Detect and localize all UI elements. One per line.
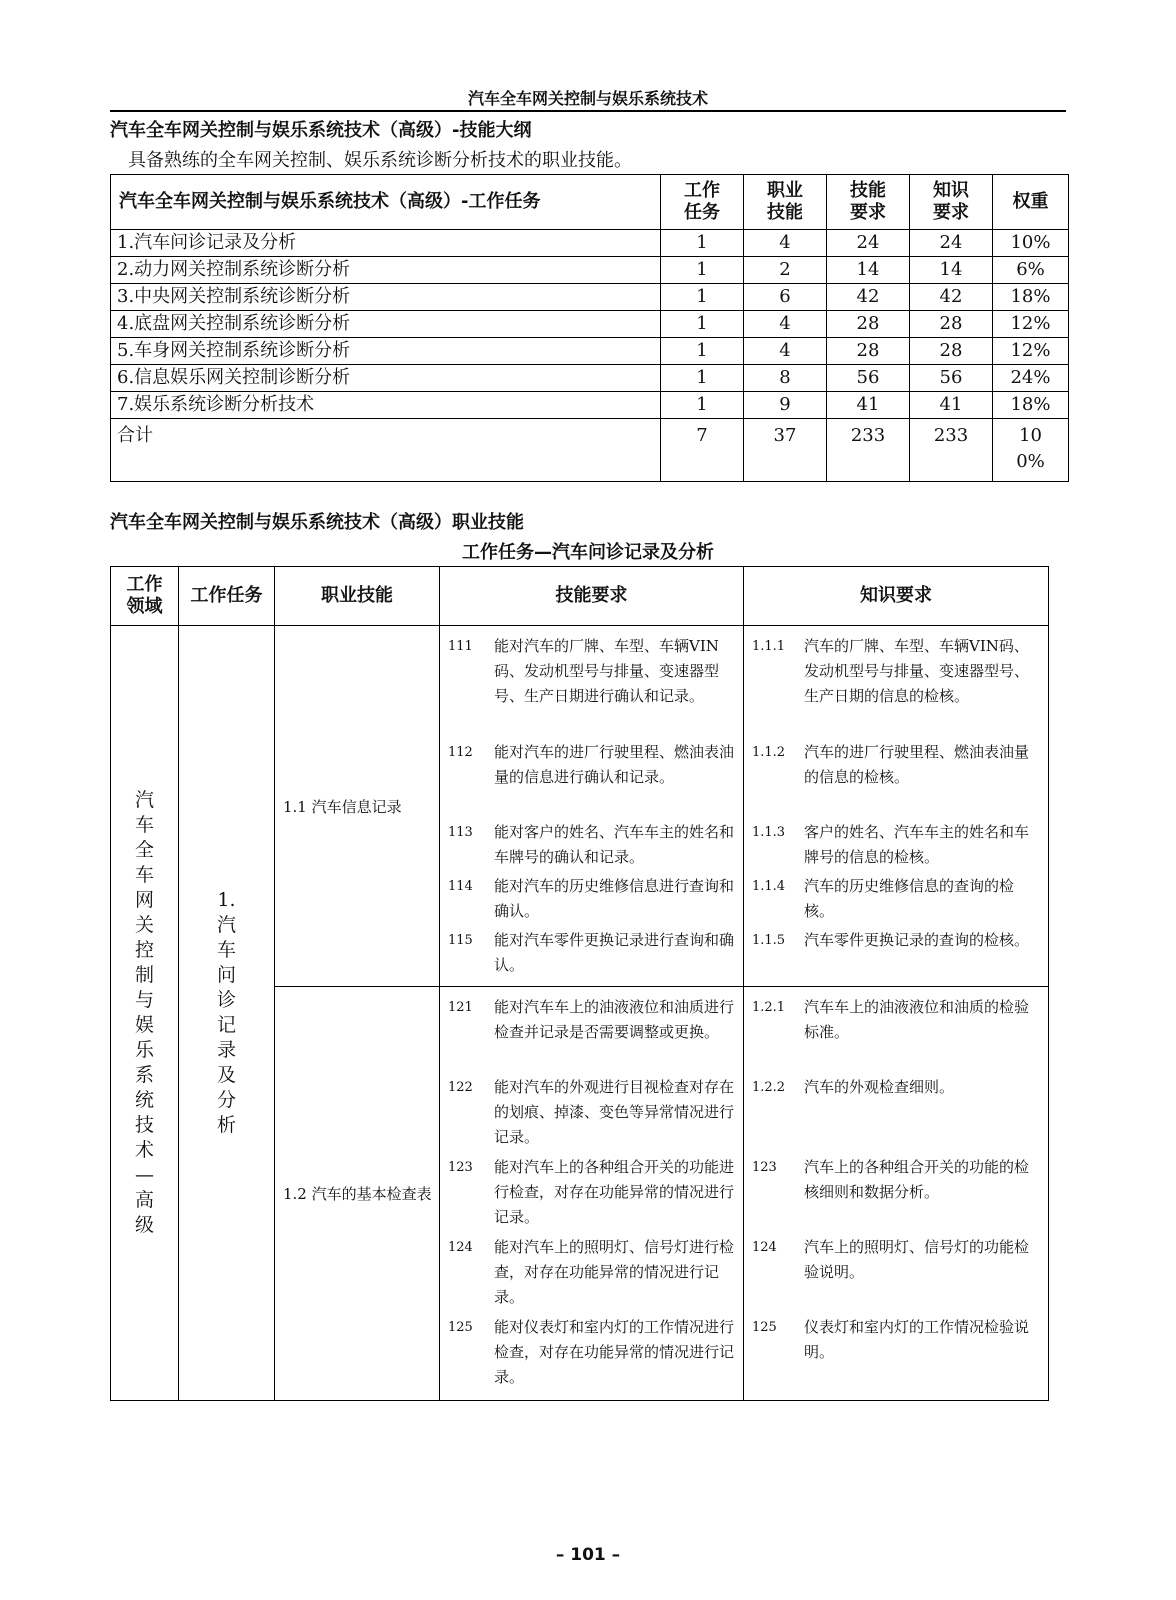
summary-header-row bbox=[111, 175, 1069, 230]
knowledge-req-cell: 28 bbox=[910, 338, 993, 365]
job-skill-cell: 8 bbox=[744, 365, 827, 392]
list-item bbox=[448, 634, 737, 738]
work-task-cell: 1 bbox=[661, 338, 744, 365]
item-number: 123 bbox=[448, 1160, 473, 1175]
item-number: 113 bbox=[448, 825, 473, 840]
skill-requirements-cell bbox=[440, 987, 744, 1401]
task-cell: 1.汽车问诊记录及分析 bbox=[111, 230, 661, 257]
list-item bbox=[752, 1235, 1042, 1313]
item-number: 1.2.1 bbox=[752, 1000, 786, 1015]
list-item bbox=[752, 1075, 1042, 1153]
list-item bbox=[752, 820, 1042, 872]
item-text: 汽车零件更换记录的查询的检核。 bbox=[804, 931, 1030, 949]
item-text: 汽车的历史维修信息的查询的检核。 bbox=[804, 877, 1015, 920]
item-text: 汽车上的照明灯、信号灯的功能检验说明。 bbox=[804, 1238, 1030, 1281]
skill-req-cell: 24 bbox=[827, 230, 910, 257]
summary-table bbox=[110, 174, 1069, 482]
list-item bbox=[448, 1155, 737, 1233]
job-skill-cell: 4 bbox=[744, 311, 827, 338]
table-row bbox=[111, 230, 1069, 257]
item-number: 111 bbox=[448, 639, 473, 654]
list-item bbox=[752, 1315, 1042, 1393]
list-item bbox=[752, 995, 1042, 1073]
section-title: 汽车全车网关控制与娱乐系统技术（高级）-技能大纲 bbox=[110, 120, 532, 141]
item-text: 客户的姓名、汽车车主的姓名和车牌号的信息的检核。 bbox=[804, 823, 1030, 866]
header-knowledge-req: 知识要求 bbox=[744, 567, 1049, 626]
item-number: 125 bbox=[752, 1320, 777, 1335]
knowledge-req-cell: 41 bbox=[910, 392, 993, 419]
item-number: 112 bbox=[448, 745, 473, 760]
task-cell: 7.娱乐系统诊断分析技术 bbox=[111, 392, 661, 419]
weight-cell: 6% bbox=[993, 257, 1069, 284]
task-cell: 5.车身网关控制系统诊断分析 bbox=[111, 338, 661, 365]
item-text: 能对客户的姓名、汽车车主的姓名和车牌号的确认和记录。 bbox=[494, 823, 735, 866]
knowledge-req-cell: 24 bbox=[910, 230, 993, 257]
intro-text: 具备熟练的全车网关控制、娱乐系统诊断分析技术的职业技能。 bbox=[128, 150, 632, 171]
table-row bbox=[111, 311, 1069, 338]
weight-cell: 18% bbox=[993, 392, 1069, 419]
list-item bbox=[448, 740, 737, 818]
weight-cell: 12% bbox=[993, 311, 1069, 338]
list-item bbox=[752, 634, 1042, 738]
domain-cell: 汽车全车网关控制与娱乐系统技术—高级 bbox=[111, 626, 179, 1401]
job-skill-cell: 4 bbox=[744, 338, 827, 365]
skill-req-cell: 14 bbox=[827, 257, 910, 284]
work-task-cell: 1 bbox=[661, 284, 744, 311]
weight-cell: 24% bbox=[993, 365, 1069, 392]
item-number: 1.1.1 bbox=[752, 639, 786, 654]
item-text: 能对汽车车上的油液液位和油质进行检查并记录是否需要调整或更换。 bbox=[494, 998, 735, 1041]
header-domain: 工作领域 bbox=[111, 567, 179, 626]
job-skill-cell: 9 bbox=[744, 392, 827, 419]
work-task-cell: 1.汽车问诊记录及分析 bbox=[179, 626, 275, 1401]
table-row bbox=[111, 392, 1069, 419]
item-number: 1.1.5 bbox=[752, 933, 786, 948]
item-number: 114 bbox=[448, 879, 473, 894]
skills-title: 汽车全车网关控制与娱乐系统技术（高级）职业技能 bbox=[110, 512, 524, 533]
list-item bbox=[448, 995, 737, 1073]
item-number: 123 bbox=[752, 1160, 777, 1175]
list-item bbox=[448, 874, 737, 926]
item-text: 能对汽车的外观进行目视检查对存在的划痕、掉漆、变色等异常情况进行记录。 bbox=[494, 1078, 735, 1146]
total-weight: 100% bbox=[993, 419, 1069, 482]
total-skill-req: 233 bbox=[827, 419, 910, 482]
total-label: 合计 bbox=[111, 419, 661, 482]
item-number: 1.2.2 bbox=[752, 1080, 786, 1095]
list-item bbox=[448, 1315, 737, 1393]
knowledge-req-cell: 28 bbox=[910, 311, 993, 338]
detail-table bbox=[110, 566, 1049, 1401]
item-text: 能对汽车上的各种组合开关的功能进行检查，对存在功能异常的情况进行记录。 bbox=[494, 1158, 735, 1226]
task-cell: 6.信息娱乐网关控制诊断分析 bbox=[111, 365, 661, 392]
list-item bbox=[752, 1155, 1042, 1233]
item-text: 能对汽车的厂牌、车型、车辆VIN码、发动机型号与排量、变速器型号、生产日期进行确认和记录。 bbox=[494, 637, 720, 705]
job-skill-cell: 1.2 汽车的基本检查表 bbox=[275, 987, 440, 1401]
item-text: 汽车的厂牌、车型、车辆VIN码、发动机型号与排量、变速器型号、生产日期的信息的检核。 bbox=[804, 637, 1030, 705]
header-weight: 权重 bbox=[993, 175, 1069, 230]
work-task-cell: 1 bbox=[661, 230, 744, 257]
job-skill-cell: 1.1 汽车信息记录 bbox=[275, 626, 440, 987]
job-skill-cell: 4 bbox=[744, 230, 827, 257]
header-job-skill: 职业技能 bbox=[275, 567, 440, 626]
knowledge-req-cell: 42 bbox=[910, 284, 993, 311]
header-work-task: 工作任务 bbox=[661, 175, 744, 230]
task-title: 工作任务—汽车问诊记录及分析 bbox=[462, 542, 714, 563]
skill-req-cell: 42 bbox=[827, 284, 910, 311]
header-rule bbox=[110, 110, 1066, 112]
item-number: 1.1.4 bbox=[752, 879, 786, 894]
skill-row bbox=[111, 626, 1049, 987]
weight-cell: 10% bbox=[993, 230, 1069, 257]
work-task-cell: 1 bbox=[661, 257, 744, 284]
header-knowledge-req: 知识要求 bbox=[910, 175, 993, 230]
job-skill-cell: 2 bbox=[744, 257, 827, 284]
table-row bbox=[111, 257, 1069, 284]
skill-requirements-cell bbox=[440, 626, 744, 987]
item-text: 能对汽车的进厂行驶里程、燃油表油量的信息进行确认和记录。 bbox=[494, 743, 735, 786]
job-skill-cell: 6 bbox=[744, 284, 827, 311]
item-text: 能对仪表灯和室内灯的工作情况进行检查，对存在功能异常的情况进行记录。 bbox=[494, 1318, 735, 1386]
header-task: 汽车全车网关控制与娱乐系统技术（高级）-工作任务 bbox=[111, 175, 661, 230]
skill-req-cell: 56 bbox=[827, 365, 910, 392]
work-task-cell: 1 bbox=[661, 311, 744, 338]
page-number: – 101 – bbox=[555, 1545, 621, 1565]
table-row bbox=[111, 365, 1069, 392]
skill-req-cell: 41 bbox=[827, 392, 910, 419]
running-header: 汽车全车网关控制与娱乐系统技术 bbox=[467, 89, 708, 108]
item-text: 汽车车上的油液液位和油质的检验标准。 bbox=[804, 998, 1030, 1041]
item-text: 能对汽车的历史维修信息进行查询和确认。 bbox=[494, 877, 735, 920]
table-row bbox=[111, 284, 1069, 311]
item-text: 仪表灯和室内灯的工作情况检验说明。 bbox=[804, 1318, 1030, 1361]
item-number: 125 bbox=[448, 1320, 473, 1335]
list-item bbox=[752, 928, 1042, 980]
task-cell: 2.动力网关控制系统诊断分析 bbox=[111, 257, 661, 284]
task-cell: 4.底盘网关控制系统诊断分析 bbox=[111, 311, 661, 338]
list-item bbox=[752, 740, 1042, 818]
item-text: 能对汽车上的照明灯、信号灯进行检查，对存在功能异常的情况进行记录。 bbox=[494, 1238, 735, 1306]
table-row bbox=[111, 338, 1069, 365]
detail-header-row bbox=[111, 567, 1049, 626]
item-number: 122 bbox=[448, 1080, 473, 1095]
item-text: 汽车上的各种组合开关的功能的检核细则和数据分析。 bbox=[804, 1158, 1030, 1201]
skill-req-cell: 28 bbox=[827, 311, 910, 338]
skill-req-cell: 28 bbox=[827, 338, 910, 365]
weight-cell: 12% bbox=[993, 338, 1069, 365]
item-number: 124 bbox=[752, 1240, 777, 1255]
list-item bbox=[752, 874, 1042, 926]
work-task-cell: 1 bbox=[661, 365, 744, 392]
item-number: 115 bbox=[448, 933, 473, 948]
total-knowledge-req: 233 bbox=[910, 419, 993, 482]
knowledge-req-cell: 56 bbox=[910, 365, 993, 392]
item-text: 汽车的进厂行驶里程、燃油表油量的信息的检核。 bbox=[804, 743, 1030, 786]
item-text: 汽车的外观检查细则。 bbox=[804, 1078, 955, 1096]
item-number: 1.1.2 bbox=[752, 745, 786, 760]
header-skill-req: 技能要求 bbox=[827, 175, 910, 230]
summary-total-row bbox=[111, 419, 1069, 482]
weight-cell: 18% bbox=[993, 284, 1069, 311]
task-cell: 3.中央网关控制系统诊断分析 bbox=[111, 284, 661, 311]
item-number: 1.1.3 bbox=[752, 825, 786, 840]
list-item bbox=[448, 1075, 737, 1153]
header-job-skill: 职业技能 bbox=[744, 175, 827, 230]
item-text: 能对汽车零件更换记录进行查询和确认。 bbox=[494, 931, 735, 974]
knowledge-req-cell: 14 bbox=[910, 257, 993, 284]
header-work-task: 工作任务 bbox=[179, 567, 275, 626]
knowledge-requirements-cell bbox=[744, 626, 1049, 987]
list-item bbox=[448, 1235, 737, 1313]
item-number: 124 bbox=[448, 1240, 473, 1255]
header-skill-req: 技能要求 bbox=[440, 567, 744, 626]
list-item bbox=[448, 820, 737, 872]
item-number: 121 bbox=[448, 1000, 473, 1015]
knowledge-requirements-cell bbox=[744, 987, 1049, 1401]
work-task-cell: 1 bbox=[661, 392, 744, 419]
list-item bbox=[448, 928, 737, 980]
total-work-task: 7 bbox=[661, 419, 744, 482]
total-job-skill: 37 bbox=[744, 419, 827, 482]
